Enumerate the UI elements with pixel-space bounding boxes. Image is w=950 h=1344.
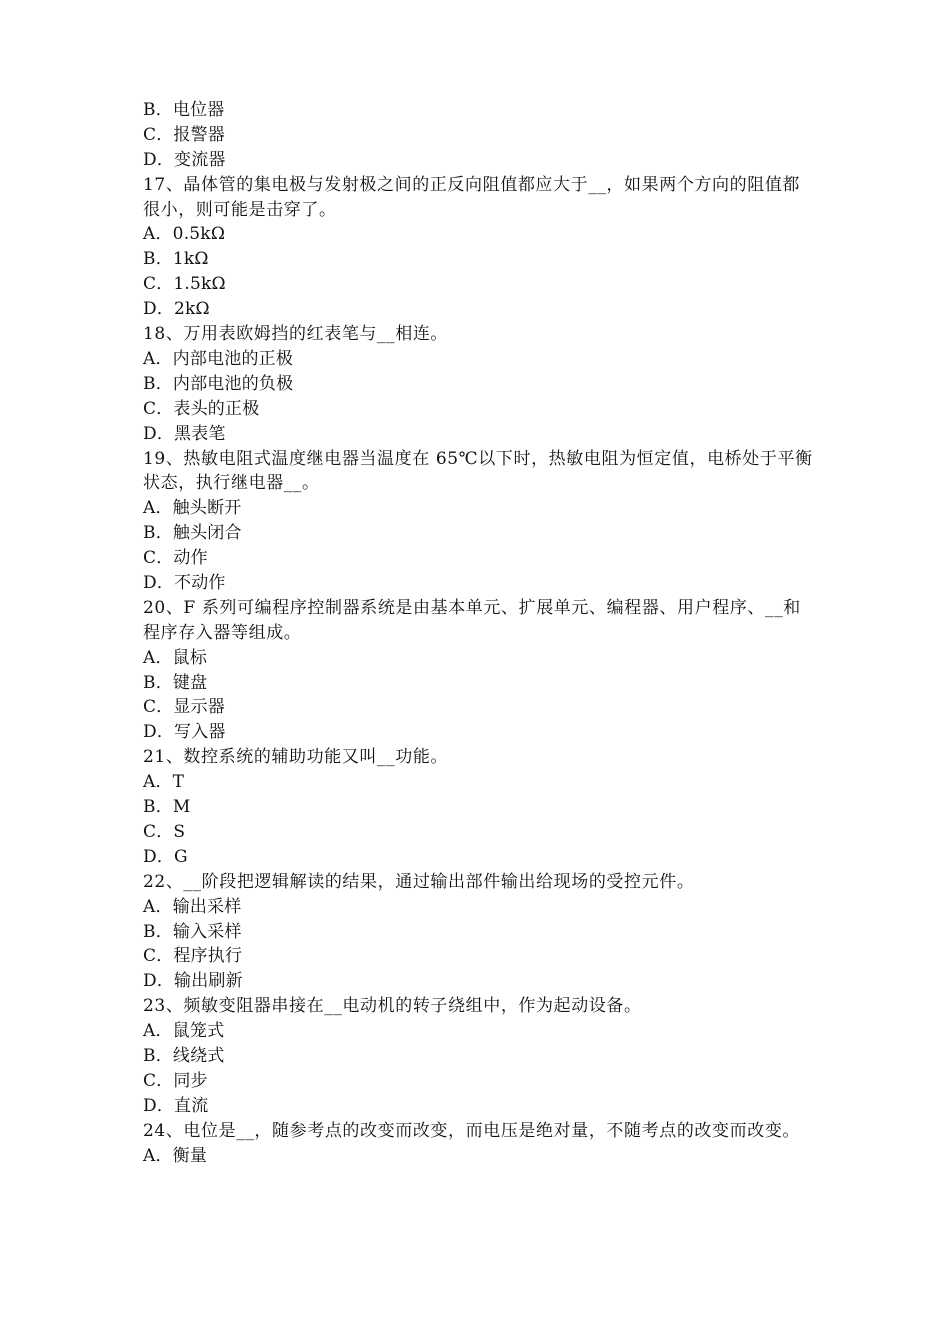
option-line: D．黑表笔: [143, 423, 226, 444]
option-line: A．输出采样: [143, 896, 242, 917]
question-text: 21、数控系统的辅助功能又叫__功能。: [143, 747, 449, 768]
option-line: D．不动作: [143, 573, 226, 593]
option-line: B．线绕式: [143, 1046, 225, 1066]
option-line: A．0.5kΩ: [143, 224, 226, 245]
document-page: [143, 98, 815, 1168]
question-text: 23、频敏变阻器串接在__电动机的转子绕组中，作为起动设备。: [143, 996, 642, 1017]
question-text: 17、晶体管的集电极与发射极之间的正反向阻值都应大于__，如果两个方向的阻值都很小，则可能是击穿了。: [143, 174, 801, 220]
question-text: 18、万用表欧姆挡的红表笔与__相连。: [143, 324, 449, 345]
question-text: 24、电位是__，随参考点的改变而改变，而电压是绝对量，不随考点的改变而改变。: [143, 1120, 801, 1141]
option-line: A．鼠标: [143, 647, 208, 668]
option-line: D．2kΩ: [143, 299, 210, 320]
option-line: C．显示器: [143, 697, 226, 718]
option-line: B．输入采样: [143, 921, 242, 942]
option-line: B．键盘: [143, 672, 208, 693]
question-text: 20、F 系列可编程序控制器系统是由基本单元、扩展单元、编程器、用户程序、__和程序存入器等组成。: [143, 597, 801, 643]
option-line: B．M: [143, 797, 191, 818]
option-line: A．衡量: [143, 1145, 208, 1166]
option-line: D．写入器: [143, 722, 226, 743]
option-line: B．触头闭合: [143, 523, 242, 544]
option-line: C．程序执行: [143, 946, 243, 967]
option-line: A．T: [143, 772, 185, 793]
option-line: D．输出刷新: [143, 971, 243, 992]
option-line: A．触头断开: [143, 498, 242, 519]
option-line: B．1kΩ: [143, 249, 209, 270]
option-line: C．动作: [143, 548, 208, 569]
option-line: D．G: [143, 846, 188, 867]
question-text: 19、热敏电阻式温度继电器当温度在 65℃以下时，热敏电阻为恒定值，电桥处于平衡状态，执行继电器__。: [143, 448, 813, 494]
option-line: C．报警器: [143, 124, 226, 145]
option-line: C．同步: [143, 1070, 208, 1091]
option-line: B．内部电池的负极: [143, 373, 294, 394]
option-line: B．电位器: [143, 100, 225, 120]
option-line: C．表头的正极: [143, 398, 260, 419]
option-line: A．内部电池的正极: [143, 348, 294, 369]
option-line: D．直流: [143, 1095, 209, 1116]
option-line: A．鼠笼式: [143, 1021, 225, 1042]
question-text: 22、__阶段把逻辑解读的结果，通过输出部件输出给现场的受控元件。: [143, 871, 695, 892]
option-line: C．S: [143, 821, 186, 842]
option-line: C．1.5kΩ: [143, 274, 226, 295]
option-line: D．变流器: [143, 149, 226, 170]
